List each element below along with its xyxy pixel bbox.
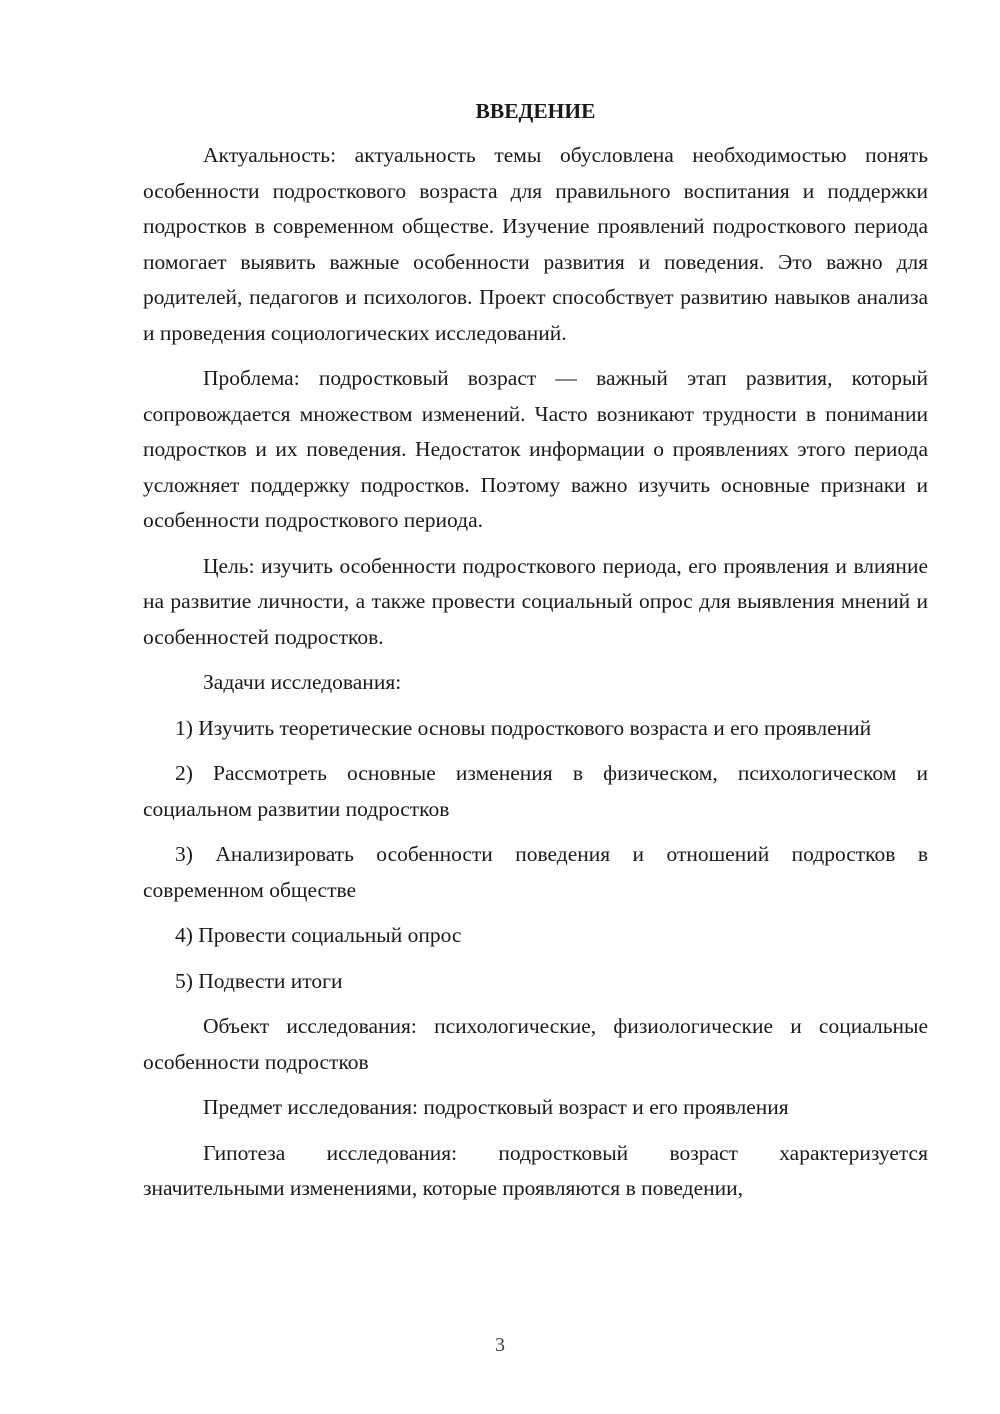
document-page bbox=[143, 96, 928, 1217]
task-item-2: 2) Рассмотреть основные изменения в физическом, психологическом и социальном развитии подростков bbox=[143, 761, 928, 821]
paragraph-hypothesis: Гипотеза исследования: подростковый возраст характеризуется значительными изменениями, которые проявляются в поведении, bbox=[143, 1140, 928, 1200]
paragraph-relevance: Актуальность: актуальность темы обусловлена необходимостью понять особенности подросткового возраста для правильного воспитания и поддержки подростков в современном обществе. Изучение проявлений подросткового периода помогает выявить важные особенности развития и поведения. Это важно для родителей, педагогов и психологов. Проект способствует развитию навыков анализа и проведения социологических исследований. bbox=[143, 143, 928, 345]
paragraph-problem: Проблема: подростковый возраст — важный этап развития, который сопровождается множеством изменений. Часто возникают трудности в понимании подростков и их поведения. Недостаток информации о проявлениях этого периода усложняет поддержку подростков. Поэтому важно изучить основные признаки и особенности подросткового периода. bbox=[143, 366, 928, 532]
task-item-4: 4) Провести социальный опрос bbox=[175, 923, 462, 947]
task-item-5: 5) Подвести итоги bbox=[175, 968, 343, 993]
section-title: ВВЕДЕНИЕ bbox=[475, 99, 596, 123]
paragraph-object: Объект исследования: психологические, физиологические и социальные особенности подростков bbox=[143, 1014, 928, 1074]
task-item-1: 1) Изучить теоретические основы подросткового возраста и его проявлений bbox=[175, 715, 872, 740]
paragraph-goal: Цель: изучить особенности подросткового периода, его проявления и влияние на развитие личности, а также провести социальный опрос для выявления мнений и особенностей подростков. bbox=[143, 553, 928, 649]
page-number: 3 bbox=[495, 1334, 505, 1356]
paragraph-subject: Предмет исследования: подростковый возраст и его проявления bbox=[203, 1095, 789, 1119]
task-item-3: 3) Анализировать особенности поведения и отношений подростков в современном обществе bbox=[143, 842, 928, 902]
paragraph-tasks-heading: Задачи исследования: bbox=[203, 670, 402, 694]
